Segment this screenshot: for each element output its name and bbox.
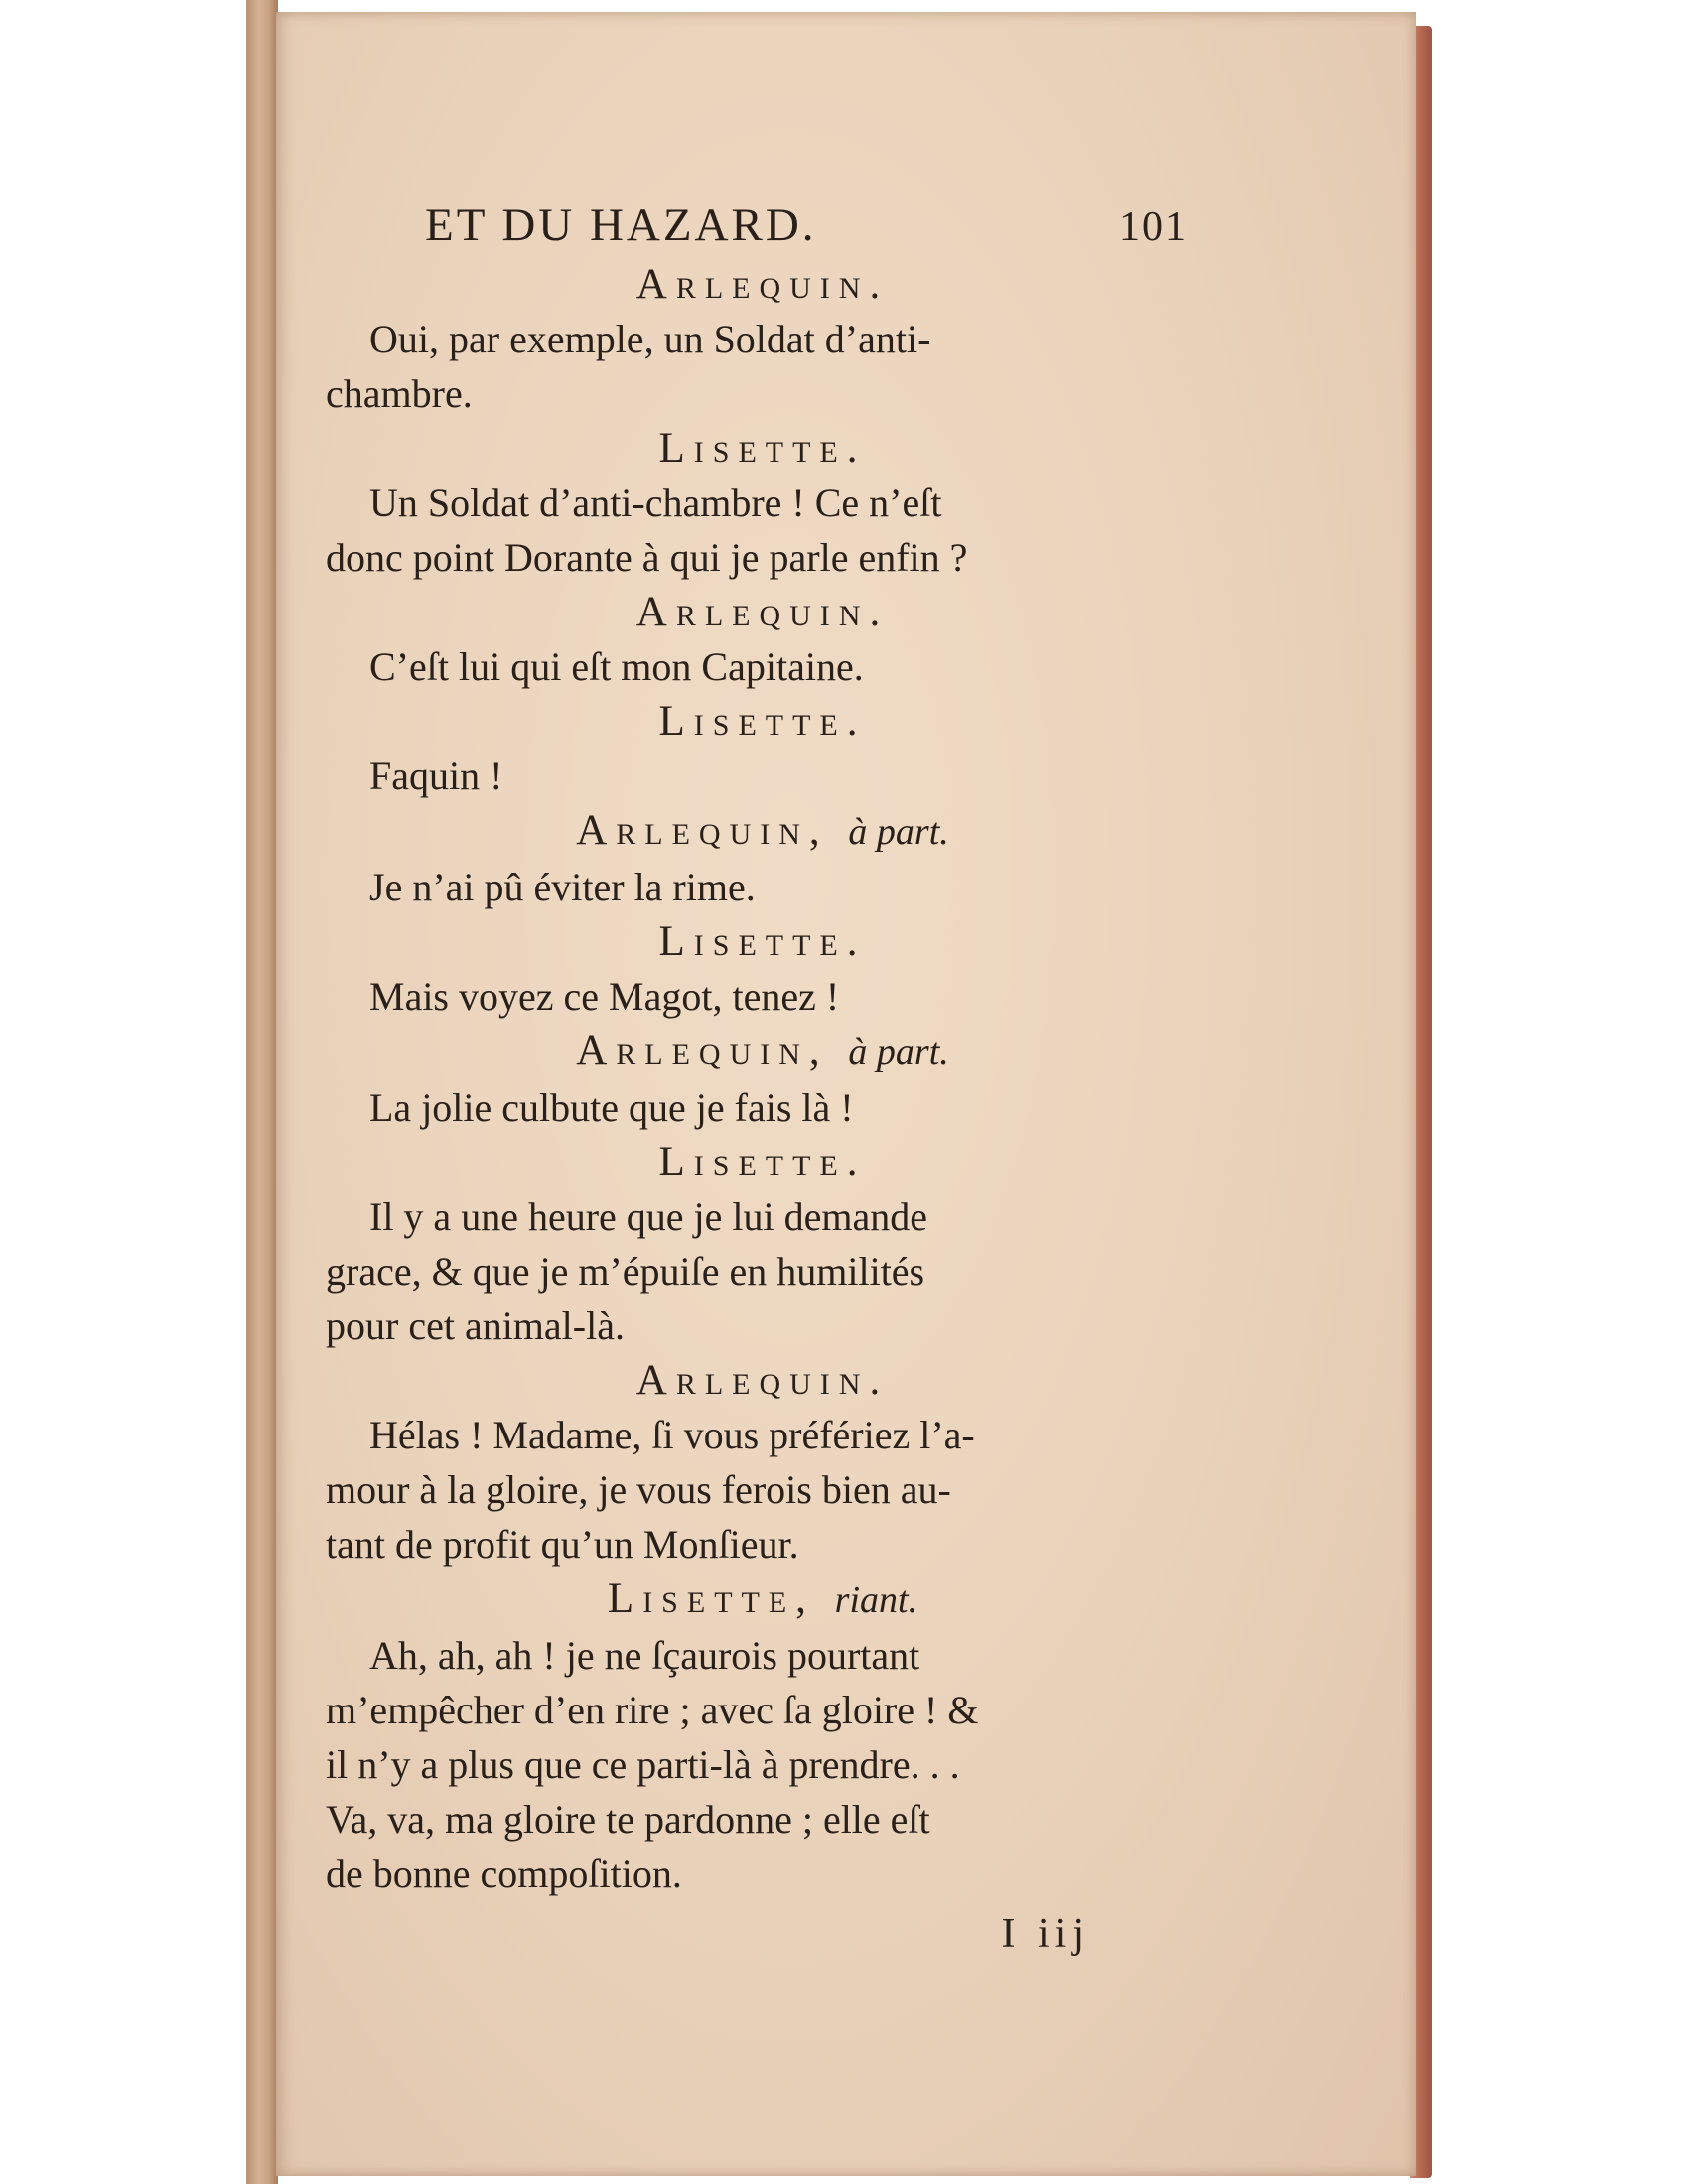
- speaker-label: Lisette,: [607, 1575, 815, 1622]
- page-header: [326, 196, 1199, 257]
- book-page: [276, 12, 1416, 2176]
- speech-continuation: tant de profit qu’un Monſieur.: [326, 1522, 799, 1567]
- speech-continuation: de bonne compoſition.: [326, 1851, 682, 1896]
- speaker-label: Arlequin.: [635, 589, 890, 635]
- speaker-label: Lisette.: [658, 918, 867, 965]
- speaker-label: Arlequin,: [576, 807, 829, 854]
- book-spine-edge: [246, 0, 278, 2184]
- speaker-label: Arlequin.: [635, 1357, 890, 1404]
- page-text-block: [326, 196, 1199, 1962]
- speaker-label: Arlequin,: [576, 1027, 829, 1074]
- speech-continuation: pour cet animal-là.: [326, 1303, 625, 1348]
- page-number: 101: [1119, 205, 1188, 250]
- speaker-label: Lisette.: [658, 1139, 867, 1185]
- speech-continuation: Va, va, ma gloire te pardonne ; elle eſt: [326, 1797, 930, 1842]
- speaker-name: [326, 1353, 1199, 1408]
- speech-continuation: donc point Dorante à qui je parle enfin ?: [326, 535, 968, 580]
- speech-line: Oui, par exemple, un Soldat d’anti-: [369, 317, 931, 361]
- running-head: ET DU HAZARD.: [425, 200, 817, 251]
- stage-direction: riant.: [834, 1579, 918, 1621]
- speech-continuation: grace, & que je m’épuiſe en humilités: [326, 1249, 925, 1294]
- speaker-name: [326, 1024, 1199, 1080]
- speaker-name: [326, 1571, 1199, 1628]
- speech-line: Un Soldat d’anti-chambre ! Ce n’eſt: [369, 480, 942, 525]
- speaker-name: [326, 914, 1199, 969]
- speech-continuation: mour à la gloire, je vous ferois bien au-: [326, 1467, 951, 1512]
- speech-line: Ah, ah, ah ! je ne ſçaurois pourtant: [369, 1633, 920, 1678]
- speech-continuation: chambre.: [326, 371, 473, 416]
- stage-direction: à part.: [848, 1031, 949, 1073]
- speaker-label: Arlequin.: [635, 261, 890, 308]
- speaker-label: Lisette.: [658, 425, 867, 472]
- speech-line: Mais voyez ce Magot, tenez !: [369, 974, 840, 1019]
- speech-line: La jolie culbute que je fais là !: [369, 1085, 854, 1130]
- speech-continuation: il n’y a plus que ce parti-là à prendre. . .: [326, 1742, 960, 1787]
- speech-continuation: m’empêcher d’en rire ; avec ſa gloire ! &: [326, 1688, 979, 1732]
- speaker-name: [326, 1135, 1199, 1189]
- speaker-name: [326, 694, 1199, 749]
- speech-line: Hélas ! Madame, ſi vous préfériez l’a-: [369, 1413, 975, 1457]
- speech-line: Je n’ai pû éviter la rime.: [369, 865, 756, 909]
- speech-line: C’eſt lui qui eſt mon Capitaine.: [369, 644, 864, 689]
- speaker-label: Lisette.: [658, 698, 867, 745]
- dialogue: [326, 257, 1199, 1901]
- speaker-name: [326, 803, 1199, 860]
- speech-line: Faquin !: [369, 753, 503, 798]
- speech-line: Il y a une heure que je lui demande: [369, 1194, 927, 1239]
- stage-direction: à part.: [848, 811, 949, 853]
- speaker-name: [326, 257, 1199, 312]
- signature-mark: I iij: [1001, 1911, 1090, 1957]
- speaker-name: [326, 585, 1199, 639]
- speaker-name: [326, 421, 1199, 476]
